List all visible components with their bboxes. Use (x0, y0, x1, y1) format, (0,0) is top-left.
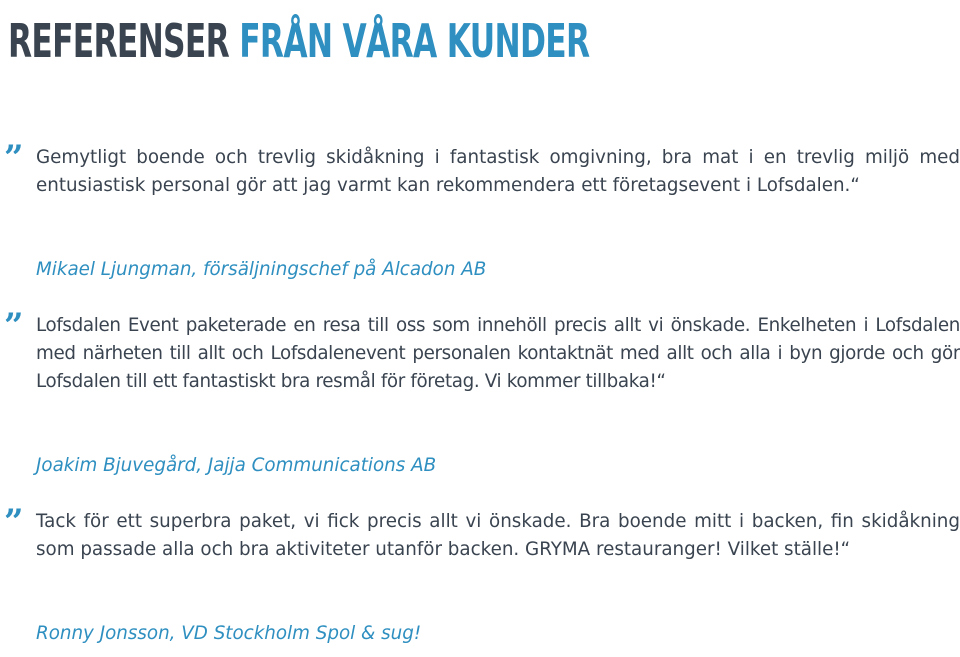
quote-icon: ” (4, 138, 20, 178)
page-title-part-dark: REFERENSER (8, 14, 230, 68)
testimonial-author: Joakim Bjuvegård, Jajja Communications AB (36, 455, 437, 476)
quote-icon: ” (4, 502, 20, 542)
quote-icon: ” (4, 306, 20, 346)
testimonial-text: Gemytligt boende och trevlig skidåkning i fantastisk omgivning, bra mat i en trevlig miljö med entusiastisk personal gör att jag varmt kan rekommendera ett företagsevent i Lofsdalen.“ (36, 147, 960, 196)
testimonial-author: Ronny Jonsson, VD Stockholm Spol & sug! (36, 623, 422, 644)
testimonial-author: Mikael Ljungman, försäljningschef på Alcadon AB (36, 259, 487, 280)
testimonial-text: Tack för ett superbra paket, vi fick precis allt vi önskade. Bra boende mitt i backen, fin skidåkning som passade alla och bra aktiviteter utanför backen. GRYMA restauranger! Vilket ställe!“ (36, 511, 960, 560)
testimonial-text: Lofsdalen Event paketerade en resa till oss som innehöll precis allt vi önskade. Enkelheten i Lofsdalen med närheten till allt och Lofsdalenevent personalen kontaktnät med allt och alla i byn gjorde och gör Lofsdalen till ett fantastiskt bra resmål för företag. Vi kommer tillbaka!“ (36, 315, 960, 392)
page-title (8, 6, 589, 76)
page-title-part-blue: FRÅN VÅRA KUNDER (239, 14, 590, 68)
